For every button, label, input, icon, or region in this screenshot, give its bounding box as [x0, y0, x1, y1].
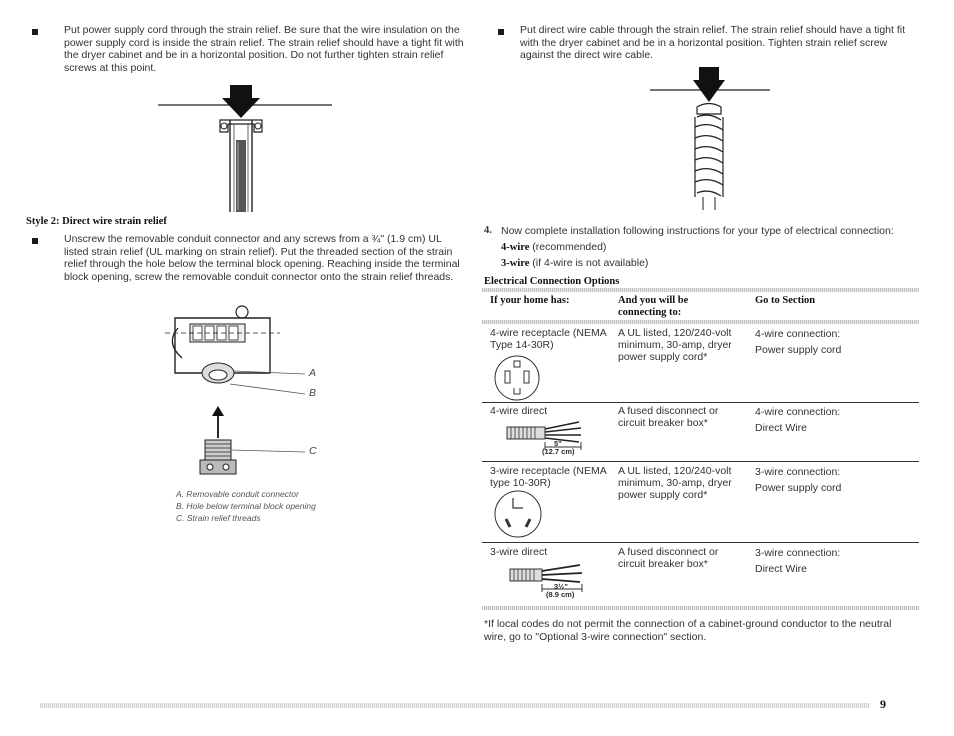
- row-divider: [482, 461, 919, 462]
- callout-b: B: [309, 387, 317, 399]
- bullet-marker: [498, 29, 504, 35]
- row-divider: [482, 402, 919, 403]
- nema-10-30r-receptacle-icon: [493, 489, 543, 539]
- callout-c: C: [309, 445, 317, 457]
- page-number: 9: [880, 697, 886, 711]
- dimension-label-metric: (8.9 cm): [546, 590, 575, 599]
- cell-connect: A UL listed, 120/240-volt minimum, 30-amp, dryer power supply cord*: [618, 465, 732, 502]
- direct-wire-strain-relief-figure: [645, 62, 775, 212]
- cell-section: 3-wire connection: Power supply cord: [755, 466, 842, 494]
- footnote: *If local codes do not permit the connection of a cabinet-ground conductor to the neutral wire, go to "Optional 3-wire connection" section.: [484, 618, 892, 643]
- cell-connect: A UL listed, 120/240-volt minimum, 30-amp, dryer power supply cord*: [618, 327, 732, 364]
- table-header-band: [482, 320, 919, 324]
- option-3-wire: [501, 257, 648, 271]
- cell-connect: A fused disconnect or circuit breaker box*: [618, 405, 719, 430]
- bullet-marker: [32, 29, 38, 35]
- style2-heading: Style 2: Direct wire strain relief: [26, 216, 167, 227]
- cell-home: 4-wire receptacle (NEMA Type 14-30R): [490, 327, 607, 352]
- dimension-label: 5": [554, 439, 562, 448]
- callout-a: A: [309, 367, 317, 379]
- nema-14-30r-receptacle-icon: [493, 354, 541, 402]
- cell-home: 3-wire receptacle (NEMA type 10-30R): [490, 465, 607, 490]
- figure-caption-c: C. Strain relief threads: [176, 513, 261, 523]
- col-header-home: If your home has:: [490, 295, 570, 306]
- table-bottom-band: [482, 606, 919, 610]
- direct-wire-cable-instruction: Put direct wire cable through the strain relief. The strain relief should have a tight fit with the dryer cabinet and be in a horizontal position. Tighten strain relief screw against the direct wire cable.: [520, 24, 906, 62]
- option-3-wire-note: (if 4-wire is not available): [529, 257, 649, 269]
- dimension-label-metric: (12.7 cm): [542, 447, 575, 456]
- step-number: 4.: [484, 225, 492, 236]
- dimension-label: 3½": [554, 582, 568, 591]
- power-cord-strain-relief-figure: [150, 80, 340, 215]
- figure-caption-b: B. Hole below terminal block opening: [176, 501, 316, 511]
- table-top-band: [482, 288, 919, 292]
- option-4-wire: [501, 241, 606, 255]
- col-header-connect: And you will be connecting to:: [618, 295, 689, 318]
- cell-connect: A fused disconnect or circuit breaker box*: [618, 546, 719, 571]
- footer-band: [40, 703, 870, 708]
- step-4-text: Now complete installation following instructions for your type of electrical connection:: [501, 225, 894, 237]
- option-3-wire-label: 3-wire: [501, 258, 530, 269]
- direct-wire-strain-relief-instruction: Unscrew the removable conduit connector and any screws from a ¾" (1.9 cm) UL listed strain relief (UL marking on strain relief). Put the threaded section of the strain relief through the hole below the terminal block opening. Reaching inside the terminal block opening, screw the removable conduit connector onto the strain relief threads.: [64, 233, 460, 283]
- cell-section: 4-wire connection: Direct Wire: [755, 406, 841, 434]
- cell-section: 4-wire connection: Power supply cord: [755, 328, 842, 356]
- figure-caption-a: A. Removable conduit connector: [176, 489, 299, 499]
- power-cord-strain-relief-instruction: Put power supply cord through the strain relief. Be sure that the wire insulation on the power supply cord is inside the strain relief. The strain relief should have a tight fit with the dryer cabinet and be in a horizontal position. Do not further tighten strain relief screws at this point.: [64, 24, 464, 74]
- table-title: Electrical Connection Options: [484, 276, 620, 287]
- cell-home: 3-wire direct: [490, 546, 548, 558]
- option-4-wire-note: (recommended): [529, 241, 607, 253]
- cell-home: 4-wire direct: [490, 405, 548, 417]
- bullet-marker: [32, 238, 38, 244]
- col-header-section: Go to Section: [755, 295, 816, 306]
- option-4-wire-label: 4-wire: [501, 242, 530, 253]
- row-divider: [482, 542, 919, 543]
- cell-section: 3-wire connection: Direct Wire: [755, 547, 841, 575]
